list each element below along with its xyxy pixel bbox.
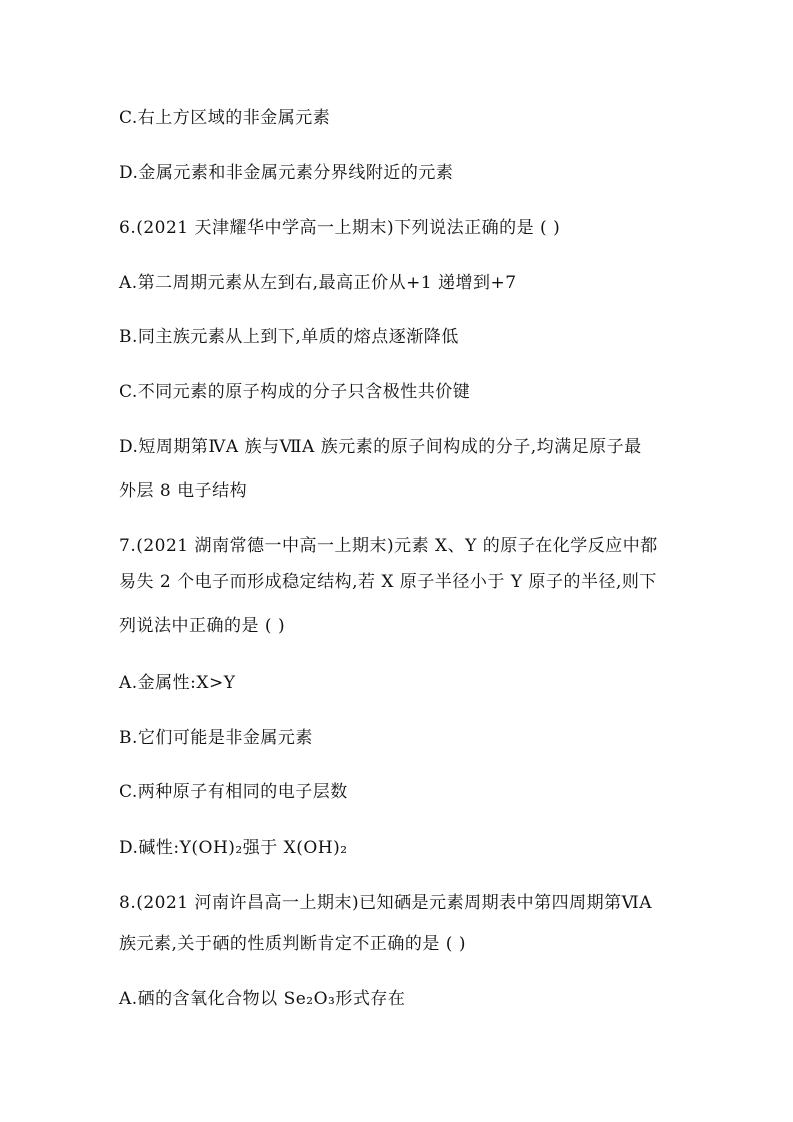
option-6c: C.不同元素的原子构成的分子只含极性共价键	[119, 382, 471, 402]
question-7-stem-line-1: 7.(2021 湖南常德一中高一上期末)元素 X、Y 的原子在化学反应中都	[119, 536, 658, 556]
option-7a: A.金属性:X>Y	[119, 673, 236, 693]
option-7d: D.碱性:Y(OH)₂强于 X(OH)₂	[119, 838, 348, 858]
option-8a: A.硒的含氧化合物以 Se₂O₃形式存在	[119, 989, 406, 1009]
question-8-stem-line-1: 8.(2021 河南许昌高一上期末)已知硒是元素周期表中第四周期第ⅥA	[119, 893, 653, 913]
option-6b: B.同主族元素从上到下,单质的熔点逐渐降低	[119, 327, 459, 347]
option-5d: D.金属元素和非金属元素分界线附近的元素	[119, 163, 454, 183]
question-6-stem: 6.(2021 天津耀华中学高一上期末)下列说法正确的是 ( )	[119, 218, 561, 238]
option-6d-line-2: 外层 8 电子结构	[119, 481, 248, 501]
option-7c: C.两种原子有相同的电子层数	[119, 782, 348, 802]
question-8-stem-line-2: 族元素,关于硒的性质判断肯定不正确的是 ( )	[119, 934, 466, 954]
option-7b: B.它们可能是非金属元素	[119, 728, 313, 748]
question-7-stem-line-2: 易失 2 个电子而形成稳定结构,若 X 原子半径小于 Y 原子的半径,则下	[119, 572, 657, 592]
option-6d-line-1: D.短周期第ⅣA 族与ⅦA 族元素的原子间构成的分子,均满足原子最	[119, 437, 642, 457]
option-6a: A.第二周期元素从左到右,最高正价从+1 递增到+7	[119, 273, 517, 293]
option-5c: C.右上方区域的非金属元素	[119, 108, 331, 128]
question-7-stem-line-3: 列说法中正确的是 ( )	[119, 616, 286, 636]
